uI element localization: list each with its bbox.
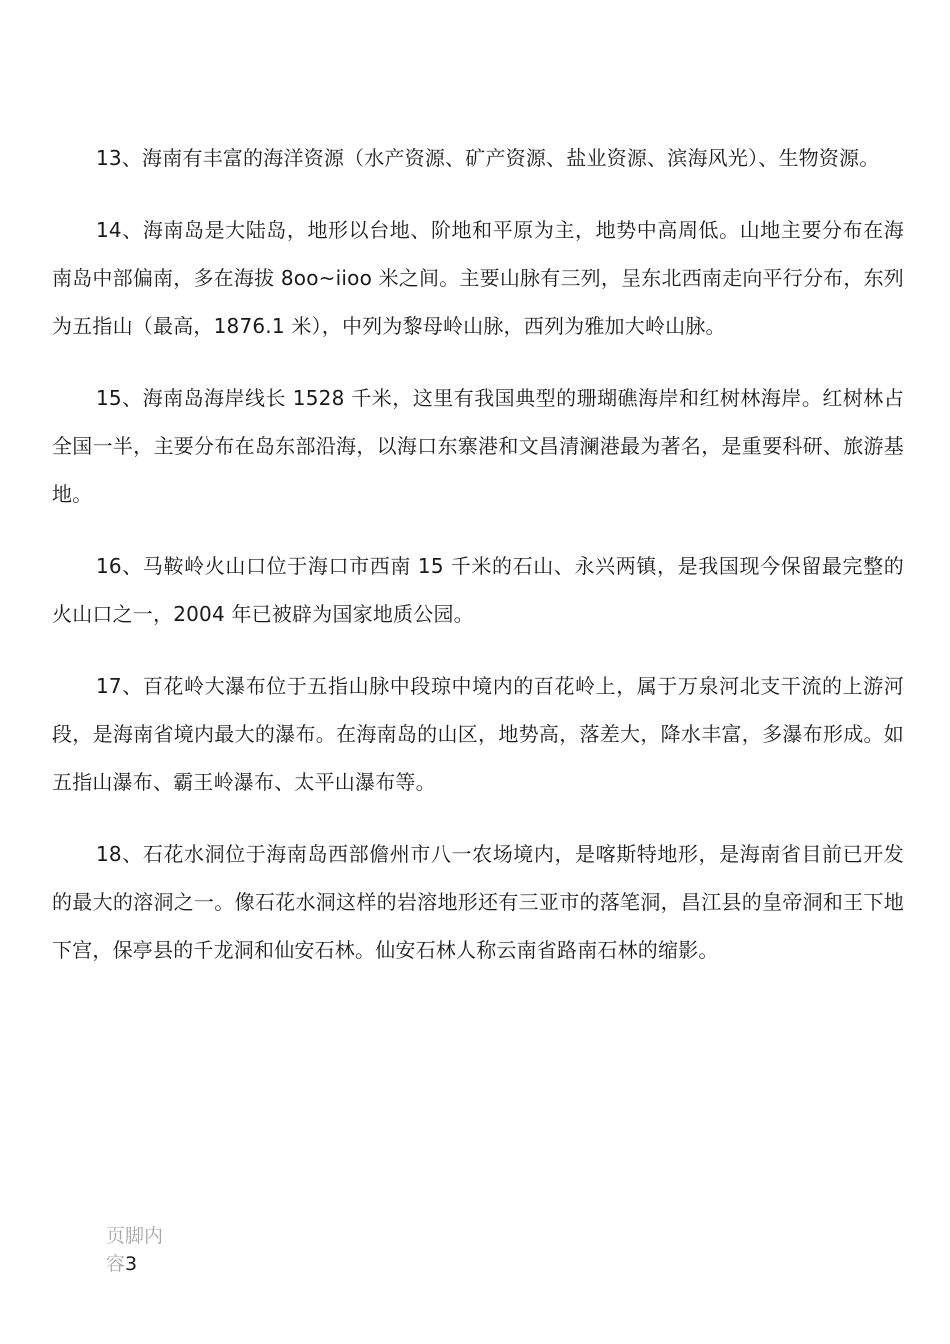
page-number: 3 [125, 1253, 138, 1275]
paragraph-13: 13、海南有丰富的海洋资源（水产资源、矿产资源、盐业资源、滨海风光）、生物资源。 [96, 146, 880, 170]
paragraph-14: 14、海南岛是大陆岛，地形以台地、阶地和平原为主，地势中高周低。山地主要分布在海南岛中部偏南，多在海拔 8oo~iioo 米之间。主要山脉有三列，呈东北西南走向平行分布，东列为五指山（最高，1876.1 米），中列为黎母岭山脉，西列为雅加大岭山脉。 [52, 218, 904, 338]
footer-label: 页脚内容 [106, 1225, 164, 1275]
page-footer [106, 1222, 178, 1278]
paragraph-18: 18、石花水洞位于海南岛西部儋州市八一农场境内，是喀斯特地形，是海南省目前已开发的最大的溶洞之一。像石花水洞这样的岩溶地形还有三亚市的落笔洞，昌江县的皇帝洞和王下地下宫，保亭县的千龙洞和仙安石林。仙安石林人称云南省路南石林的缩影。 [52, 842, 904, 962]
paragraph-17: 17、百花岭大瀑布位于五指山脉中段琼中境内的百花岭上，属于万泉河北支干流的上游河段，是海南省境内最大的瀑布。在海南岛的山区，地势高，落差大，降水丰富，多瀑布形成。如五指山瀑布、霸王岭瀑布、太平山瀑布等。 [52, 674, 904, 794]
paragraph-16: 16、马鞍岭火山口位于海口市西南 15 千米的石山、永兴两镇，是我国现今保留最完整的火山口之一，2004 年已被辟为国家地质公园。 [52, 554, 904, 626]
paragraph-15: 15、海南岛海岸线长 1528 千米，这里有我国典型的珊瑚礁海岸和红树林海岸。红树林占全国一半，主要分布在岛东部沿海，以海口东寨港和文昌清澜港最为著名，是重要科研、旅游基地。 [52, 386, 904, 506]
document-body [52, 134, 904, 998]
